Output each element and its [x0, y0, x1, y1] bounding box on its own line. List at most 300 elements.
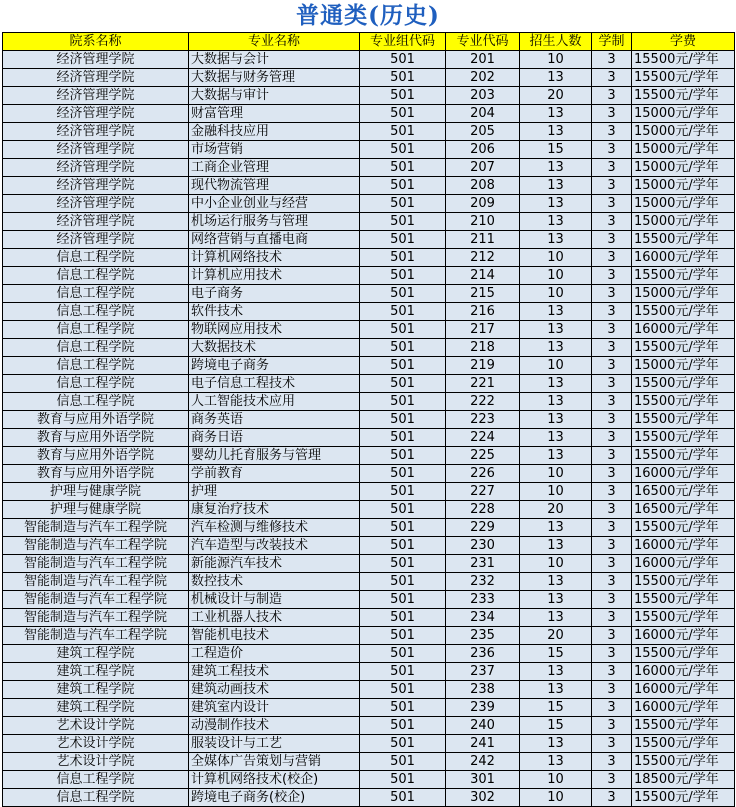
department-cell: 建筑工程学院 [3, 699, 189, 717]
table-row [3, 267, 735, 285]
major-cell: 现代物流管理 [189, 177, 360, 195]
tuition-cell: 15500元/学年 [632, 303, 735, 321]
major-cell: 工业机器人技术 [189, 609, 360, 627]
duration-cell: 3 [592, 267, 632, 285]
enrollment-cell: 15 [520, 645, 592, 663]
tuition-cell: 16000元/学年 [632, 465, 735, 483]
major-code-cell: 241 [446, 735, 520, 753]
department-cell: 信息工程学院 [3, 393, 189, 411]
tuition-cell: 15500元/学年 [632, 789, 735, 807]
tuition-cell: 16000元/学年 [632, 699, 735, 717]
major-cell: 物联网应用技术 [189, 321, 360, 339]
major-cell: 汽车造型与改装技术 [189, 537, 360, 555]
duration-cell: 3 [592, 483, 632, 501]
enrollment-cell: 13 [520, 591, 592, 609]
table-row [3, 393, 735, 411]
major-cell: 计算机网络技术 [189, 249, 360, 267]
group-code-cell: 501 [360, 249, 446, 267]
enrollment-cell: 13 [520, 429, 592, 447]
department-cell: 智能制造与汽车工程学院 [3, 591, 189, 609]
tuition-cell: 15000元/学年 [632, 285, 735, 303]
major-cell: 市场营销 [189, 141, 360, 159]
department-cell: 教育与应用外语学院 [3, 429, 189, 447]
table-row [3, 573, 735, 591]
group-code-cell: 501 [360, 51, 446, 69]
major-cell: 护理 [189, 483, 360, 501]
enrollment-cell: 13 [520, 447, 592, 465]
major-code-cell: 232 [446, 573, 520, 591]
major-code-cell: 208 [446, 177, 520, 195]
header-duration: 学制 [592, 33, 632, 51]
table-row [3, 303, 735, 321]
table-row [3, 663, 735, 681]
group-code-cell: 501 [360, 357, 446, 375]
enrollment-cell: 10 [520, 465, 592, 483]
group-code-cell: 501 [360, 159, 446, 177]
major-code-cell: 216 [446, 303, 520, 321]
department-cell: 护理与健康学院 [3, 483, 189, 501]
group-code-cell: 501 [360, 177, 446, 195]
enrollment-cell: 10 [520, 789, 592, 807]
table-row [3, 231, 735, 249]
enrollment-cell: 15 [520, 717, 592, 735]
table-row [3, 357, 735, 375]
major-cell: 网络营销与直播电商 [189, 231, 360, 249]
table-row [3, 501, 735, 519]
department-cell: 信息工程学院 [3, 303, 189, 321]
department-cell: 经济管理学院 [3, 87, 189, 105]
department-cell: 护理与健康学院 [3, 501, 189, 519]
department-cell: 经济管理学院 [3, 105, 189, 123]
major-cell: 电子商务 [189, 285, 360, 303]
department-cell: 信息工程学院 [3, 375, 189, 393]
tuition-cell: 16000元/学年 [632, 321, 735, 339]
table-row [3, 375, 735, 393]
tuition-cell: 15500元/学年 [632, 609, 735, 627]
major-code-cell: 202 [446, 69, 520, 87]
department-cell: 经济管理学院 [3, 213, 189, 231]
duration-cell: 3 [592, 69, 632, 87]
group-code-cell: 501 [360, 789, 446, 807]
department-cell: 经济管理学院 [3, 159, 189, 177]
enrollment-cell: 20 [520, 501, 592, 519]
major-cell: 建筑工程技术 [189, 663, 360, 681]
table-body [3, 51, 735, 807]
group-code-cell: 501 [360, 555, 446, 573]
header-enrollment: 招生人数 [520, 33, 592, 51]
major-code-cell: 235 [446, 627, 520, 645]
group-code-cell: 501 [360, 717, 446, 735]
duration-cell: 3 [592, 735, 632, 753]
duration-cell: 3 [592, 609, 632, 627]
table-row [3, 447, 735, 465]
group-code-cell: 501 [360, 753, 446, 771]
department-cell: 经济管理学院 [3, 195, 189, 213]
tuition-cell: 15000元/学年 [632, 123, 735, 141]
tuition-cell: 15500元/学年 [632, 69, 735, 87]
header-group-code: 专业组代码 [360, 33, 446, 51]
duration-cell: 3 [592, 339, 632, 357]
group-code-cell: 501 [360, 267, 446, 285]
tuition-cell: 15500元/学年 [632, 447, 735, 465]
group-code-cell: 501 [360, 465, 446, 483]
duration-cell: 3 [592, 303, 632, 321]
department-cell: 信息工程学院 [3, 771, 189, 789]
table-row [3, 123, 735, 141]
department-cell: 经济管理学院 [3, 69, 189, 87]
tuition-cell: 15500元/学年 [632, 753, 735, 771]
tuition-cell: 15500元/学年 [632, 519, 735, 537]
department-cell: 智能制造与汽车工程学院 [3, 555, 189, 573]
enrollment-cell: 10 [520, 285, 592, 303]
major-cell: 动漫制作技术 [189, 717, 360, 735]
duration-cell: 3 [592, 357, 632, 375]
duration-cell: 3 [592, 789, 632, 807]
tuition-cell: 15000元/学年 [632, 177, 735, 195]
major-code-cell: 230 [446, 537, 520, 555]
group-code-cell: 501 [360, 285, 446, 303]
enrollment-cell: 13 [520, 231, 592, 249]
duration-cell: 3 [592, 663, 632, 681]
group-code-cell: 501 [360, 645, 446, 663]
department-cell: 经济管理学院 [3, 177, 189, 195]
major-cell: 建筑室内设计 [189, 699, 360, 717]
major-code-cell: 238 [446, 681, 520, 699]
major-code-cell: 242 [446, 753, 520, 771]
duration-cell: 3 [592, 627, 632, 645]
duration-cell: 3 [592, 429, 632, 447]
table-row [3, 537, 735, 555]
tuition-cell: 15500元/学年 [632, 717, 735, 735]
table-row [3, 789, 735, 807]
duration-cell: 3 [592, 537, 632, 555]
major-code-cell: 231 [446, 555, 520, 573]
duration-cell: 3 [592, 231, 632, 249]
table-row [3, 105, 735, 123]
table-row [3, 411, 735, 429]
major-cell: 大数据与审计 [189, 87, 360, 105]
enrollment-cell: 13 [520, 339, 592, 357]
duration-cell: 3 [592, 393, 632, 411]
major-code-cell: 233 [446, 591, 520, 609]
major-code-cell: 301 [446, 771, 520, 789]
major-cell: 学前教育 [189, 465, 360, 483]
enrollment-cell: 13 [520, 159, 592, 177]
enrollment-cell: 13 [520, 519, 592, 537]
major-code-cell: 227 [446, 483, 520, 501]
enrollment-cell: 13 [520, 681, 592, 699]
major-cell: 机场运行服务与管理 [189, 213, 360, 231]
tuition-cell: 15500元/学年 [632, 87, 735, 105]
table-row [3, 519, 735, 537]
major-cell: 工程造价 [189, 645, 360, 663]
tuition-cell: 15000元/学年 [632, 195, 735, 213]
tuition-cell: 15500元/学年 [632, 411, 735, 429]
table-row [3, 735, 735, 753]
group-code-cell: 501 [360, 393, 446, 411]
major-cell: 计算机应用技术 [189, 267, 360, 285]
major-code-cell: 239 [446, 699, 520, 717]
duration-cell: 3 [592, 195, 632, 213]
enrollment-cell: 13 [520, 753, 592, 771]
table-row [3, 699, 735, 717]
department-cell: 艺术设计学院 [3, 753, 189, 771]
major-code-cell: 224 [446, 429, 520, 447]
group-code-cell: 501 [360, 321, 446, 339]
enrollment-cell: 10 [520, 267, 592, 285]
duration-cell: 3 [592, 699, 632, 717]
enrollment-cell: 13 [520, 537, 592, 555]
table-row [3, 339, 735, 357]
duration-cell: 3 [592, 591, 632, 609]
major-cell: 大数据技术 [189, 339, 360, 357]
department-cell: 智能制造与汽车工程学院 [3, 519, 189, 537]
enrollment-cell: 13 [520, 735, 592, 753]
enrollment-cell: 13 [520, 195, 592, 213]
duration-cell: 3 [592, 159, 632, 177]
enrollment-table [2, 32, 735, 807]
group-code-cell: 501 [360, 141, 446, 159]
group-code-cell: 501 [360, 87, 446, 105]
group-code-cell: 501 [360, 699, 446, 717]
major-cell: 数控技术 [189, 573, 360, 591]
major-code-cell: 218 [446, 339, 520, 357]
group-code-cell: 501 [360, 519, 446, 537]
enrollment-cell: 13 [520, 321, 592, 339]
tuition-cell: 15000元/学年 [632, 213, 735, 231]
tuition-cell: 18500元/学年 [632, 771, 735, 789]
tuition-cell: 16000元/学年 [632, 627, 735, 645]
department-cell: 建筑工程学院 [3, 663, 189, 681]
table-row [3, 285, 735, 303]
group-code-cell: 501 [360, 447, 446, 465]
group-code-cell: 501 [360, 591, 446, 609]
tuition-cell: 15000元/学年 [632, 141, 735, 159]
major-cell: 大数据与财务管理 [189, 69, 360, 87]
enrollment-cell: 13 [520, 375, 592, 393]
tuition-cell: 16000元/学年 [632, 681, 735, 699]
duration-cell: 3 [592, 501, 632, 519]
tuition-cell: 15500元/学年 [632, 393, 735, 411]
tuition-cell: 15500元/学年 [632, 267, 735, 285]
major-cell: 电子信息工程技术 [189, 375, 360, 393]
group-code-cell: 501 [360, 69, 446, 87]
department-cell: 信息工程学院 [3, 789, 189, 807]
enrollment-cell: 10 [520, 249, 592, 267]
major-code-cell: 212 [446, 249, 520, 267]
duration-cell: 3 [592, 717, 632, 735]
duration-cell: 3 [592, 213, 632, 231]
enrollment-cell: 13 [520, 303, 592, 321]
enrollment-cell: 13 [520, 573, 592, 591]
duration-cell: 3 [592, 771, 632, 789]
tuition-cell: 15500元/学年 [632, 429, 735, 447]
enrollment-cell: 13 [520, 123, 592, 141]
department-cell: 经济管理学院 [3, 123, 189, 141]
enrollment-cell: 10 [520, 483, 592, 501]
department-cell: 建筑工程学院 [3, 681, 189, 699]
department-cell: 智能制造与汽车工程学院 [3, 627, 189, 645]
enrollment-cell: 13 [520, 213, 592, 231]
table-row [3, 429, 735, 447]
tuition-cell: 15000元/学年 [632, 357, 735, 375]
department-cell: 智能制造与汽车工程学院 [3, 609, 189, 627]
major-cell: 跨境电子商务 [189, 357, 360, 375]
enrollment-cell: 20 [520, 87, 592, 105]
major-code-cell: 221 [446, 375, 520, 393]
major-cell: 全媒体广告策划与营销 [189, 753, 360, 771]
enrollment-cell: 15 [520, 699, 592, 717]
major-code-cell: 223 [446, 411, 520, 429]
tuition-cell: 16000元/学年 [632, 663, 735, 681]
header-major: 专业名称 [189, 33, 360, 51]
major-code-cell: 204 [446, 105, 520, 123]
tuition-cell: 16000元/学年 [632, 249, 735, 267]
enrollment-cell: 13 [520, 69, 592, 87]
group-code-cell: 501 [360, 663, 446, 681]
major-code-cell: 215 [446, 285, 520, 303]
enrollment-cell: 13 [520, 609, 592, 627]
tuition-cell: 16500元/学年 [632, 483, 735, 501]
major-code-cell: 228 [446, 501, 520, 519]
group-code-cell: 501 [360, 735, 446, 753]
department-cell: 智能制造与汽车工程学院 [3, 537, 189, 555]
major-cell: 智能机电技术 [189, 627, 360, 645]
major-code-cell: 237 [446, 663, 520, 681]
enrollment-cell: 15 [520, 141, 592, 159]
major-code-cell: 207 [446, 159, 520, 177]
duration-cell: 3 [592, 753, 632, 771]
duration-cell: 3 [592, 141, 632, 159]
major-cell: 康复治疗技术 [189, 501, 360, 519]
major-cell: 计算机网络技术(校企) [189, 771, 360, 789]
department-cell: 教育与应用外语学院 [3, 411, 189, 429]
enrollment-cell: 13 [520, 411, 592, 429]
department-cell: 信息工程学院 [3, 285, 189, 303]
table-row [3, 483, 735, 501]
major-cell: 婴幼儿托育服务与管理 [189, 447, 360, 465]
major-cell: 软件技术 [189, 303, 360, 321]
major-code-cell: 219 [446, 357, 520, 375]
enrollment-cell: 20 [520, 627, 592, 645]
group-code-cell: 501 [360, 123, 446, 141]
table-row [3, 87, 735, 105]
duration-cell: 3 [592, 411, 632, 429]
department-cell: 信息工程学院 [3, 339, 189, 357]
tuition-cell: 15000元/学年 [632, 105, 735, 123]
group-code-cell: 501 [360, 627, 446, 645]
department-cell: 智能制造与汽车工程学院 [3, 573, 189, 591]
duration-cell: 3 [592, 555, 632, 573]
enrollment-cell: 10 [520, 51, 592, 69]
duration-cell: 3 [592, 51, 632, 69]
header-tuition: 学费 [632, 33, 735, 51]
table-row [3, 195, 735, 213]
enrollment-cell: 13 [520, 393, 592, 411]
table-row [3, 51, 735, 69]
group-code-cell: 501 [360, 537, 446, 555]
major-cell: 人工智能技术应用 [189, 393, 360, 411]
duration-cell: 3 [592, 177, 632, 195]
table-row [3, 609, 735, 627]
enrollment-cell: 10 [520, 771, 592, 789]
major-code-cell: 217 [446, 321, 520, 339]
tuition-cell: 15500元/学年 [632, 573, 735, 591]
header-major-code: 专业代码 [446, 33, 520, 51]
major-code-cell: 225 [446, 447, 520, 465]
group-code-cell: 501 [360, 609, 446, 627]
major-cell: 建筑动画技术 [189, 681, 360, 699]
major-cell: 汽车检测与维修技术 [189, 519, 360, 537]
tuition-cell: 15500元/学年 [632, 51, 735, 69]
tuition-cell: 15500元/学年 [632, 735, 735, 753]
tuition-cell: 15000元/学年 [632, 159, 735, 177]
group-code-cell: 501 [360, 681, 446, 699]
group-code-cell: 501 [360, 573, 446, 591]
table-row [3, 213, 735, 231]
department-cell: 经济管理学院 [3, 231, 189, 249]
table-row [3, 321, 735, 339]
group-code-cell: 501 [360, 429, 446, 447]
enrollment-cell: 13 [520, 177, 592, 195]
major-code-cell: 226 [446, 465, 520, 483]
enrollment-cell: 13 [520, 105, 592, 123]
group-code-cell: 501 [360, 501, 446, 519]
department-cell: 建筑工程学院 [3, 645, 189, 663]
duration-cell: 3 [592, 285, 632, 303]
major-code-cell: 214 [446, 267, 520, 285]
group-code-cell: 501 [360, 375, 446, 393]
table-row [3, 69, 735, 87]
major-code-cell: 210 [446, 213, 520, 231]
duration-cell: 3 [592, 465, 632, 483]
tuition-cell: 15500元/学年 [632, 231, 735, 249]
duration-cell: 3 [592, 375, 632, 393]
table-row [3, 249, 735, 267]
department-cell: 艺术设计学院 [3, 717, 189, 735]
duration-cell: 3 [592, 249, 632, 267]
department-cell: 信息工程学院 [3, 267, 189, 285]
major-code-cell: 302 [446, 789, 520, 807]
duration-cell: 3 [592, 681, 632, 699]
major-cell: 商务日语 [189, 429, 360, 447]
table-row [3, 591, 735, 609]
tuition-cell: 15500元/学年 [632, 339, 735, 357]
major-cell: 新能源汽车技术 [189, 555, 360, 573]
enrollment-cell: 10 [520, 555, 592, 573]
tuition-cell: 15500元/学年 [632, 645, 735, 663]
major-code-cell: 211 [446, 231, 520, 249]
page-title: 普通类(历史) [296, 2, 440, 29]
table-row [3, 681, 735, 699]
major-code-cell: 236 [446, 645, 520, 663]
group-code-cell: 501 [360, 213, 446, 231]
group-code-cell: 501 [360, 303, 446, 321]
major-cell: 工商企业管理 [189, 159, 360, 177]
major-code-cell: 205 [446, 123, 520, 141]
group-code-cell: 501 [360, 771, 446, 789]
tuition-cell: 16500元/学年 [632, 501, 735, 519]
tuition-cell: 15500元/学年 [632, 591, 735, 609]
major-cell: 机械设计与制造 [189, 591, 360, 609]
group-code-cell: 501 [360, 339, 446, 357]
department-cell: 教育与应用外语学院 [3, 465, 189, 483]
duration-cell: 3 [592, 87, 632, 105]
table-row [3, 627, 735, 645]
duration-cell: 3 [592, 573, 632, 591]
tuition-cell: 16000元/学年 [632, 555, 735, 573]
major-cell: 中小企业创业与经营 [189, 195, 360, 213]
